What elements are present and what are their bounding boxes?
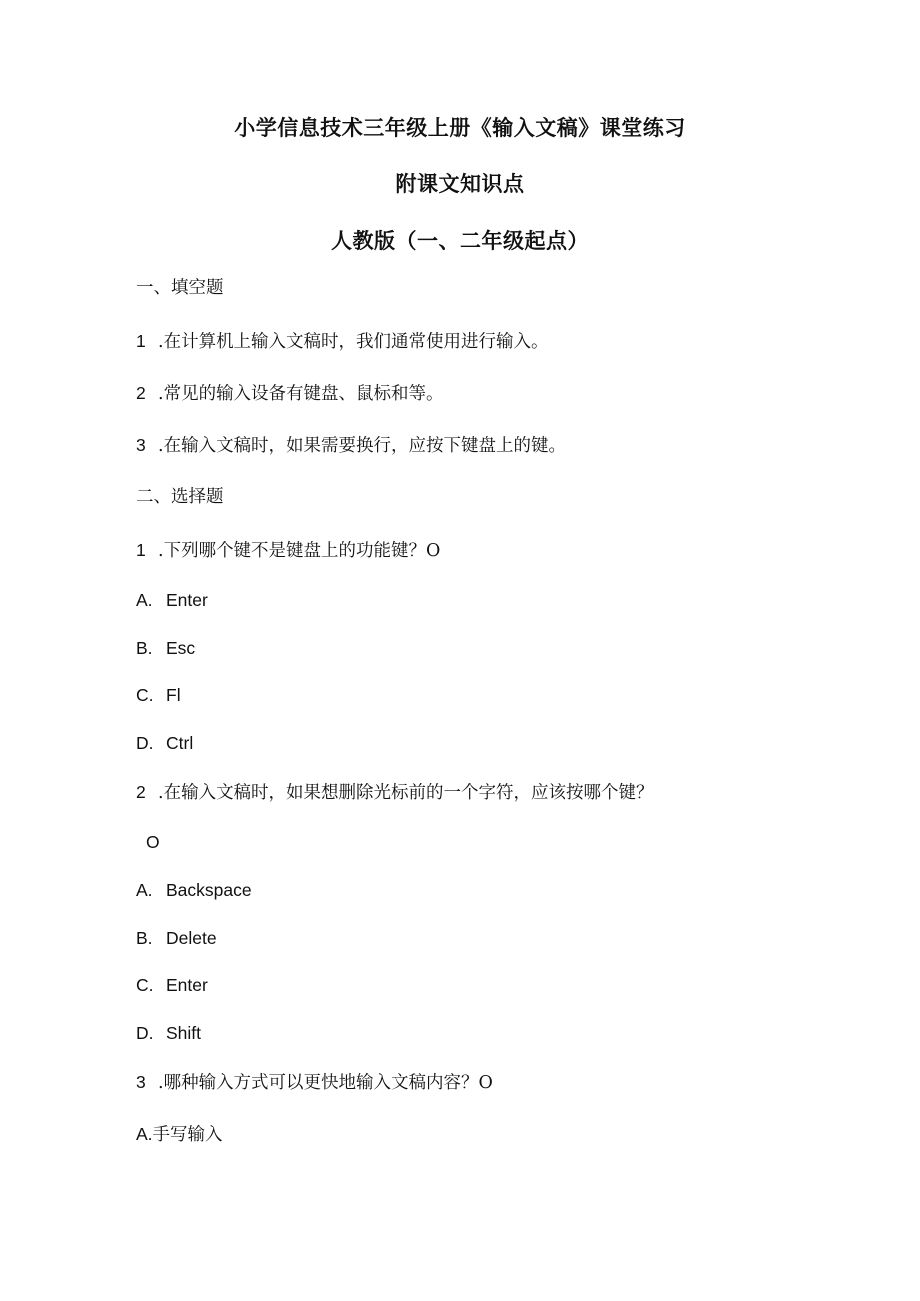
fill-in-question-1 bbox=[136, 329, 549, 354]
option-text: Enter bbox=[166, 590, 208, 610]
question-text: .下列哪个键不是键盘上的功能键？O bbox=[158, 541, 441, 561]
option-text: Backspace bbox=[166, 880, 252, 900]
choice-option-a bbox=[136, 588, 208, 612]
choice-question-2 bbox=[136, 780, 654, 805]
fill-in-question-2 bbox=[136, 381, 444, 406]
question-number: 1 bbox=[136, 540, 146, 560]
option-text: Enter bbox=[166, 975, 208, 995]
choice-option-a bbox=[136, 878, 252, 902]
question-number: 2 bbox=[136, 782, 146, 802]
option-label: A. bbox=[136, 880, 153, 900]
option-text: 手写输入 bbox=[152, 1125, 223, 1145]
choice-question-1 bbox=[136, 538, 440, 563]
option-label: D. bbox=[136, 733, 154, 753]
option-text: Fl bbox=[166, 685, 181, 705]
question-text: .在计算机上输入文稿时，我们通常使用进行输入。 bbox=[158, 332, 549, 352]
question-number: 3 bbox=[136, 435, 146, 455]
question-text: .常见的输入设备有键盘、鼠标和等。 bbox=[158, 384, 444, 404]
option-label: A. bbox=[136, 590, 153, 610]
question-text: .在输入文稿时，如果需要换行，应按下键盘上的键。 bbox=[158, 436, 567, 456]
option-text: Delete bbox=[166, 928, 217, 948]
document-title: 小学信息技术三年级上册《输入文稿》课堂练习 bbox=[234, 116, 686, 140]
choice-option-c bbox=[136, 683, 181, 707]
question-text: .在输入文稿时，如果想删除光标前的一个字符，应该按哪个键？ bbox=[158, 783, 654, 803]
choice-option-a bbox=[136, 1122, 223, 1147]
option-label: A. bbox=[136, 1124, 153, 1144]
choice-option-d bbox=[136, 731, 193, 755]
option-text: Esc bbox=[166, 638, 196, 658]
fill-in-question-3 bbox=[136, 433, 566, 458]
option-label: C. bbox=[136, 685, 154, 705]
option-label: B. bbox=[136, 638, 153, 658]
question-continuation: O bbox=[146, 832, 160, 852]
section-heading-multiple-choice: 二、选择题 bbox=[136, 487, 224, 507]
choice-question-3 bbox=[136, 1070, 493, 1095]
question-text: .哪种输入方式可以更快地输入文稿内容？O bbox=[158, 1073, 493, 1093]
choice-option-c bbox=[136, 973, 208, 997]
option-text: Ctrl bbox=[166, 733, 194, 753]
section-heading-fill-in: 一、填空题 bbox=[136, 278, 224, 298]
document-subtitle: 附课文知识点 bbox=[395, 172, 525, 196]
choice-option-b bbox=[136, 636, 195, 660]
option-text: Shift bbox=[166, 1023, 202, 1043]
question-number: 1 bbox=[136, 331, 146, 351]
question-number: 3 bbox=[136, 1072, 146, 1092]
document-edition: 人教版（一、二年级起点） bbox=[331, 229, 589, 253]
option-label: D. bbox=[136, 1023, 154, 1043]
question-number: 2 bbox=[136, 383, 146, 403]
option-label: C. bbox=[136, 975, 154, 995]
choice-option-d bbox=[136, 1021, 201, 1045]
option-label: B. bbox=[136, 928, 153, 948]
choice-option-b bbox=[136, 926, 217, 950]
